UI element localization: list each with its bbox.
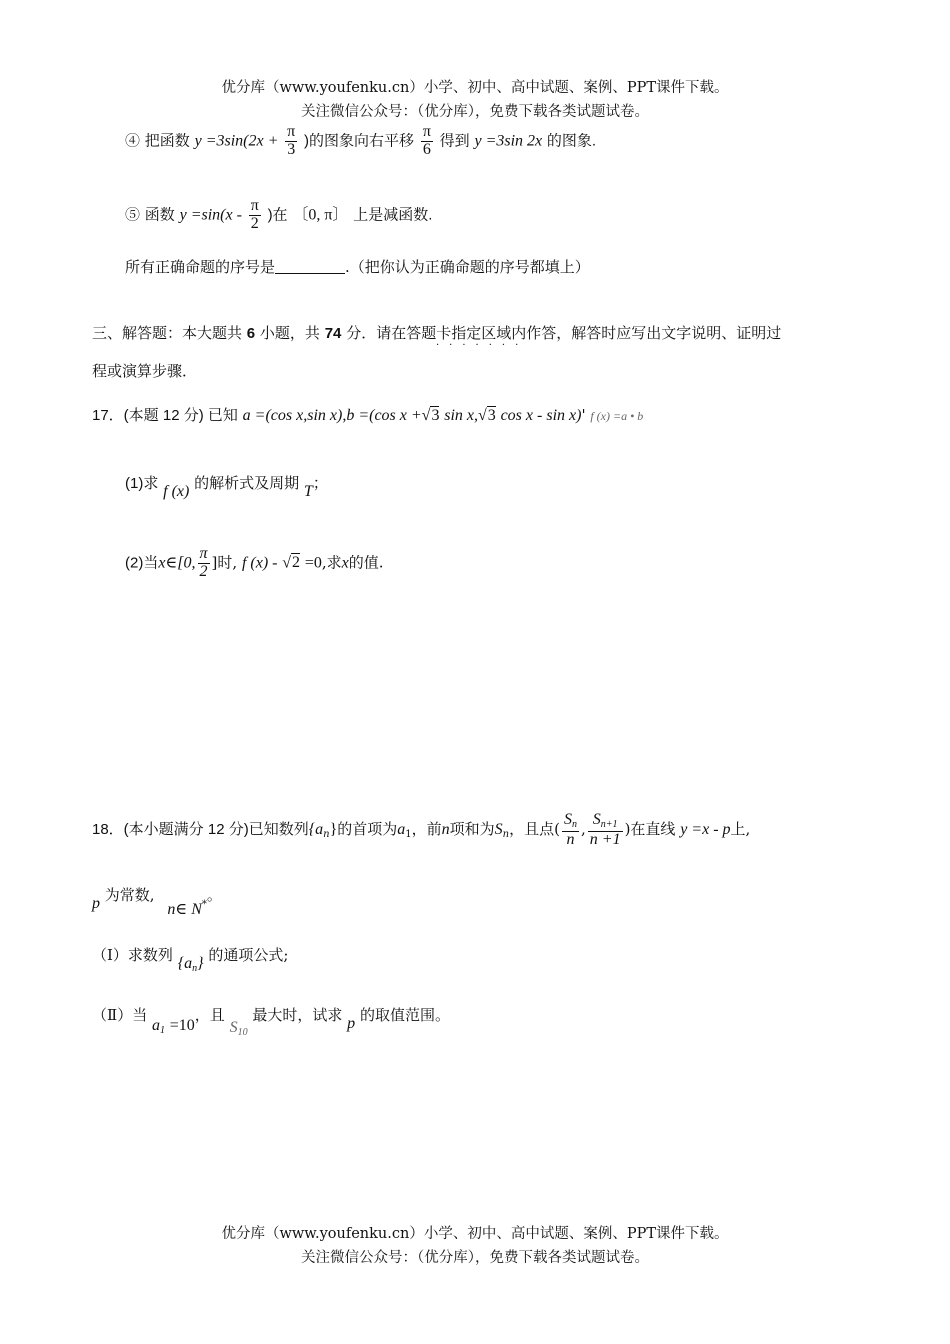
fraction-pi-6: $\frac{\pi}{6}$ [422,123,431,158]
question-18-part-1: （Ⅰ）求数列 $\{a_n\}$ 的通项公式; [92,946,289,974]
footer-line-2: 关注微信公众号：（优分库），免费下载各类试题试卷。 [301,1250,649,1266]
emphasis-dots: ······· [436,340,529,351]
question-17-part-1: (1)求 f (x) 的解析式及周期 T； [125,474,328,500]
header-line-2: 关注微信公众号：（优分库），免费下载各类试题试卷。 [301,104,649,120]
fraction-sn1-over-n1: $\frac{S_{n+1}}{n +1}$ [589,811,621,848]
question-18-part-2: （Ⅱ）当 $a_1 =10$，且 $S_{10}$ 最大时，试求 p 的取值范围。 [92,1006,450,1038]
item-number: ④ [125,131,141,150]
fill-in-prompt: 所有正确命题的序号是 .（把你认为正确命题的序号都填上） [125,258,590,276]
item-number: ⑤ [125,205,141,224]
question-17-part-2: (2)当x∈[0, $\frac{\pi}{2}$ ]时, f (x) - √2 =0,求x的值. [125,545,384,580]
fraction-pi-2: $\frac{\pi}{2}$ [250,197,259,232]
header-line-1: 优分库（www.youfenku.cn）小学、初中、高中试题、案例、PPT课件下载。 [221,80,729,96]
fraction-pi-3: $\frac{\pi}{3}$ [287,123,296,158]
fraction-sn-over-n: $\frac{S_n}{n}$ [563,811,577,848]
section-3-heading-line-2: 程或演算步骤． [92,362,198,380]
section-3-heading: 三、解答题：本大题共 6 小题，共 74 分．请在答题卡指定区域内作答，解答时应写出文字说明、证明过 [92,324,782,342]
question-18-stem: 18．(本小题满分 12 分)已知数列$\{a_n\}$的首项为$a_1$，前n项和为$S_n$，且点( $\frac{S_n}{n}$ , $\frac{S_{n+1}}{n +1}$ )在直线 y =x - p上, [92,811,751,848]
proposition-4: ④ 把函数 y =3sin(2x + $\frac{\pi}{3}$ )的图象向右平移 $\frac{\pi}{6}$ 得到 y =3sin 2x 的图象. [125,123,597,158]
question-17-stem: 17．(本题 12 分) 已知 a =(cos x,sin x),b =(cos x +√3 sin x,√3 cos x - sin x)' f (x) =a • b [92,406,644,424]
question-18-stem-line-2: p 为常数, n∈ $N_*$。 [92,886,222,918]
answer-blank [275,259,345,274]
proposition-5: ⑤ 函数 y =sin(x - $\frac{\pi}{2}$ )在 〔0, π〕 上是减函数. [125,197,433,232]
footer-line-1: 优分库（www.youfenku.cn）小学、初中、高中试题、案例、PPT课件下载。 [221,1226,729,1242]
fraction-pi-2: $\frac{\pi}{2}$ [199,545,208,580]
